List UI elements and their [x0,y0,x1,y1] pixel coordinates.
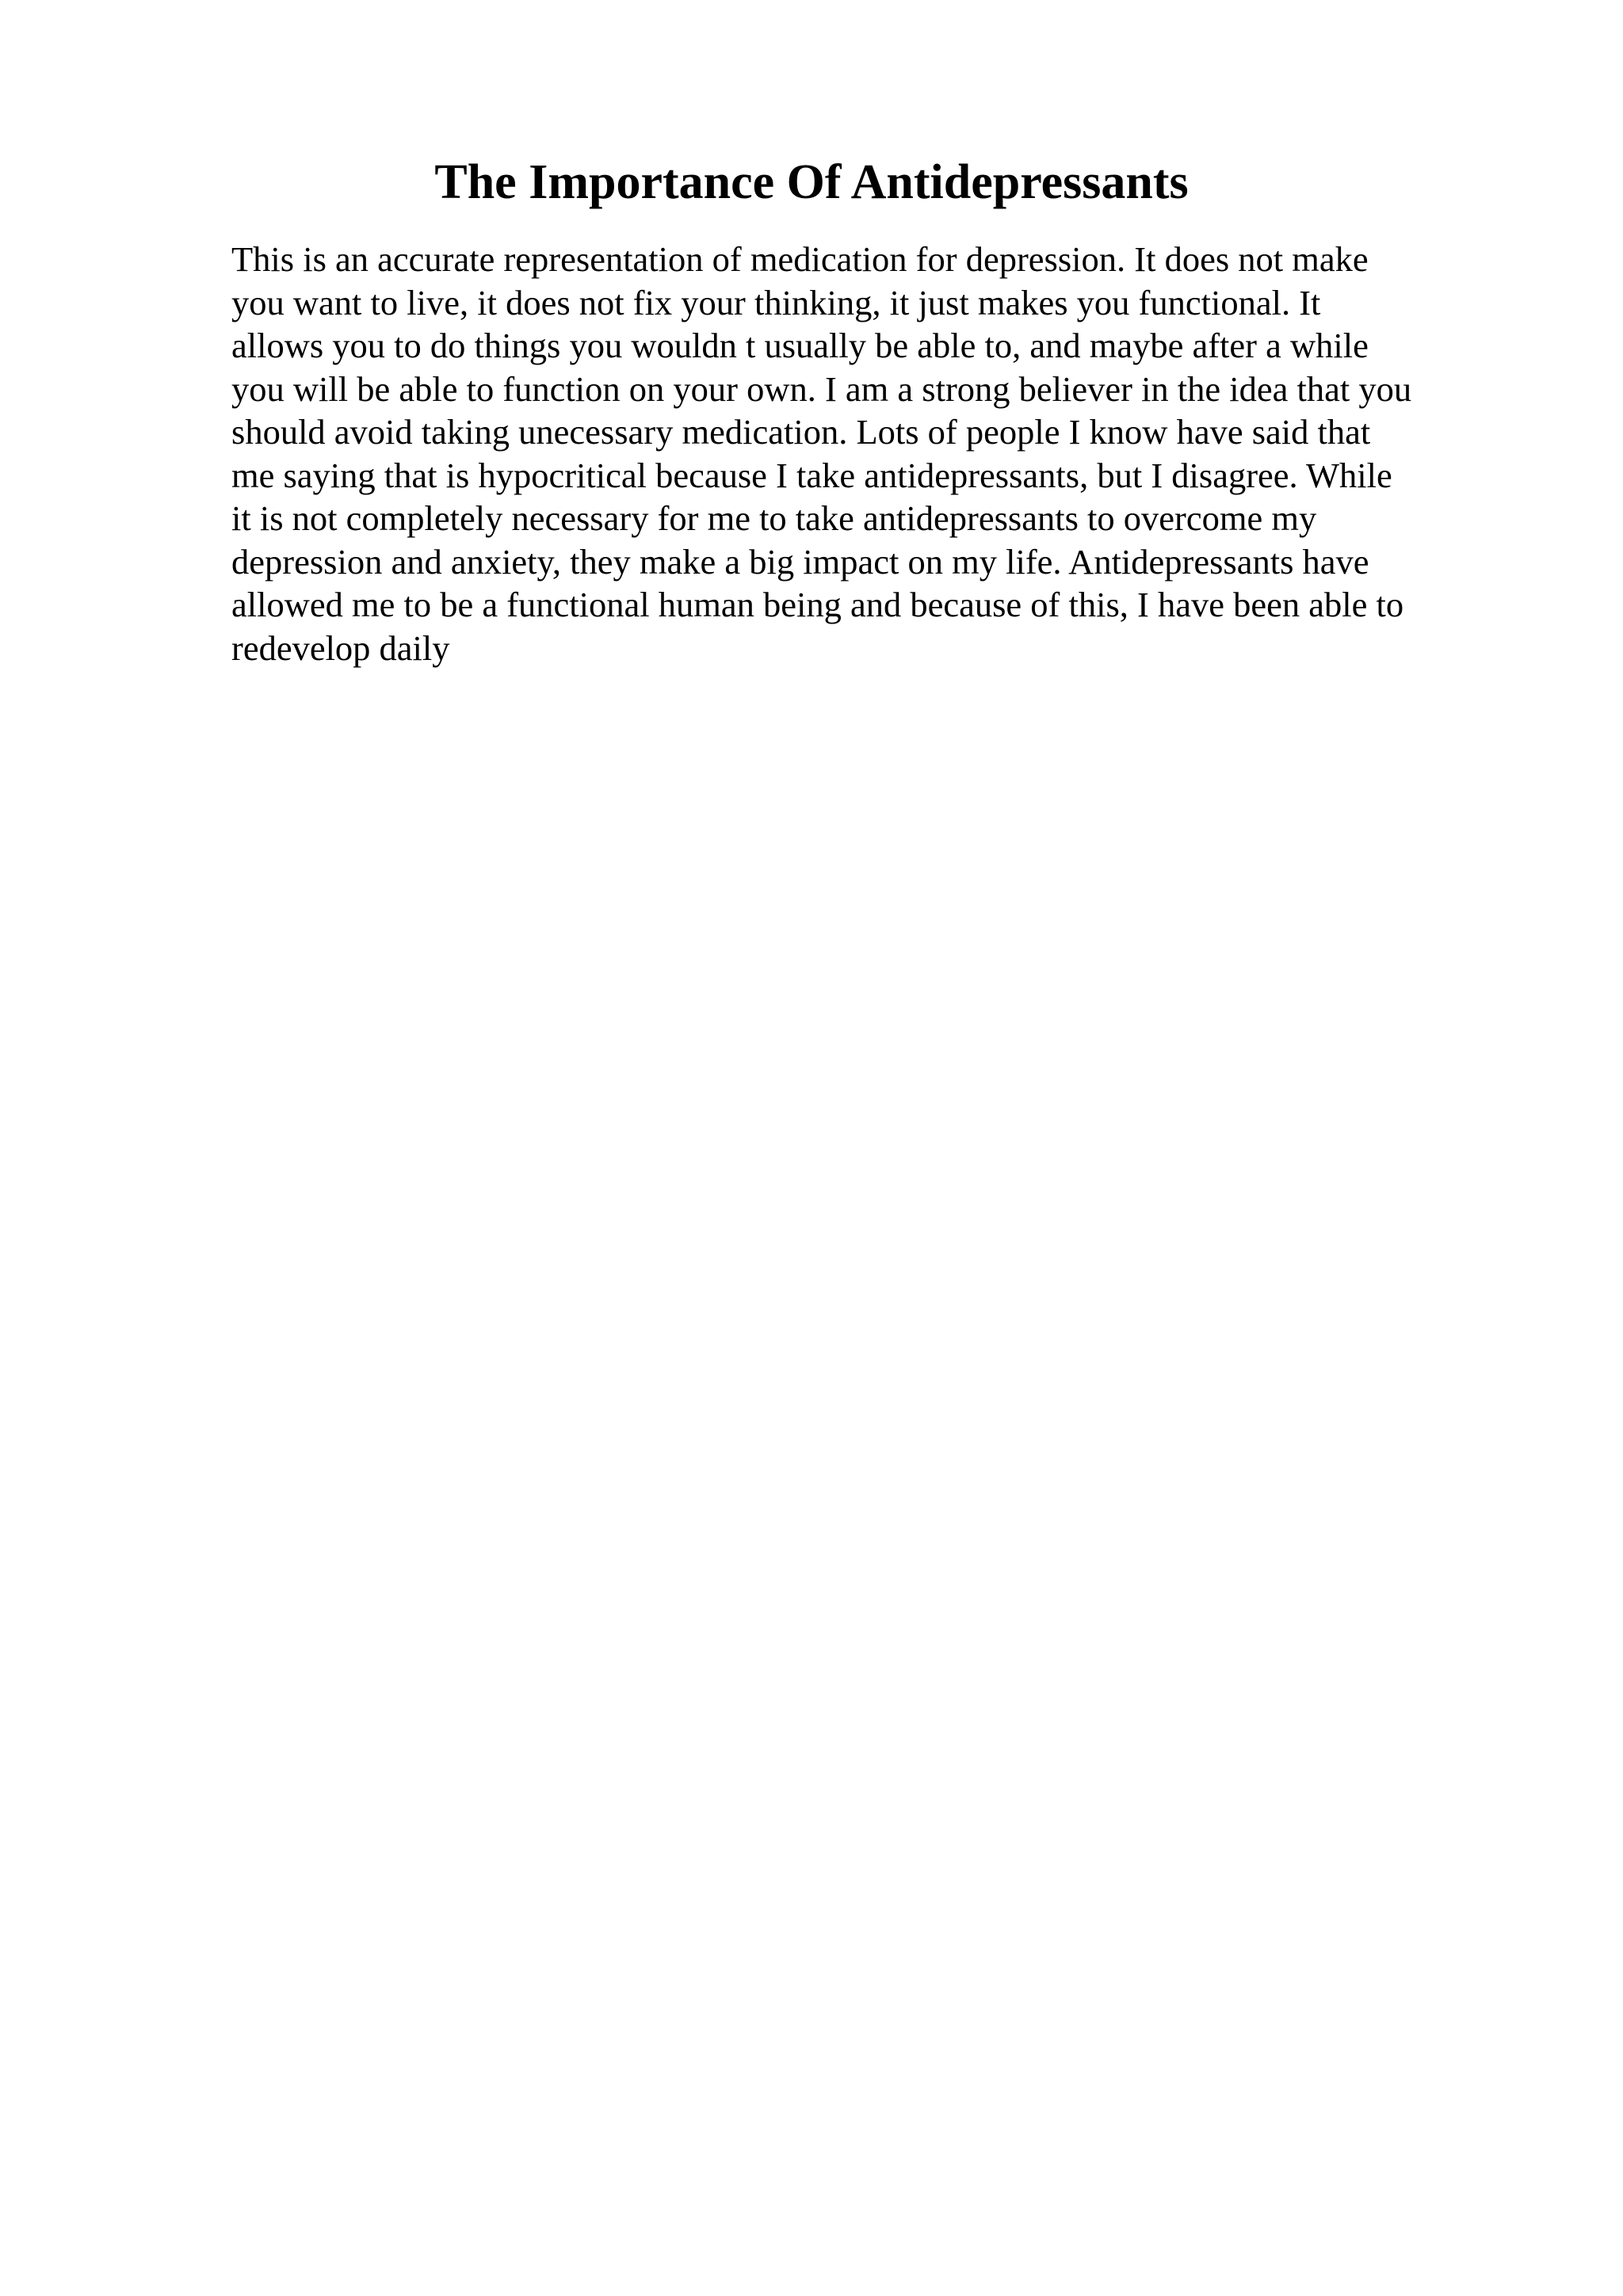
paragraph-line: it is not completely necessary for me to take antidepressants to overcome my [231,498,1317,538]
paragraph-line: me saying that is hypocritical because I take antidepressants, but I disagree. While [231,455,1392,495]
paragraph-line: This is an accurate representation of medication for depression. It does not make [231,239,1369,279]
paragraph-line: should avoid taking unecessary medication. Lots of people I know have said that [231,412,1371,452]
paragraph-line: allows you to do things you wouldn t usually be able to, and maybe after a while [231,326,1369,365]
paragraph-line: redevelop daily [231,627,450,668]
paragraph-line: you will be able to function on your own. I am a strong believer in the idea that you [231,368,1412,409]
body-paragraph [231,238,1499,669]
paragraph-line: depression and anxiety, they make a big impact on my life. Antidepressants have [231,541,1369,582]
document-title: The Importance Of Antidepressants [434,155,1189,209]
paragraph-line: you want to live, it does not fix your thinking, it just makes you functional. It [231,282,1321,322]
paragraph-line: allowed me to be a functional human being and because of this, I have been able to [231,585,1404,624]
